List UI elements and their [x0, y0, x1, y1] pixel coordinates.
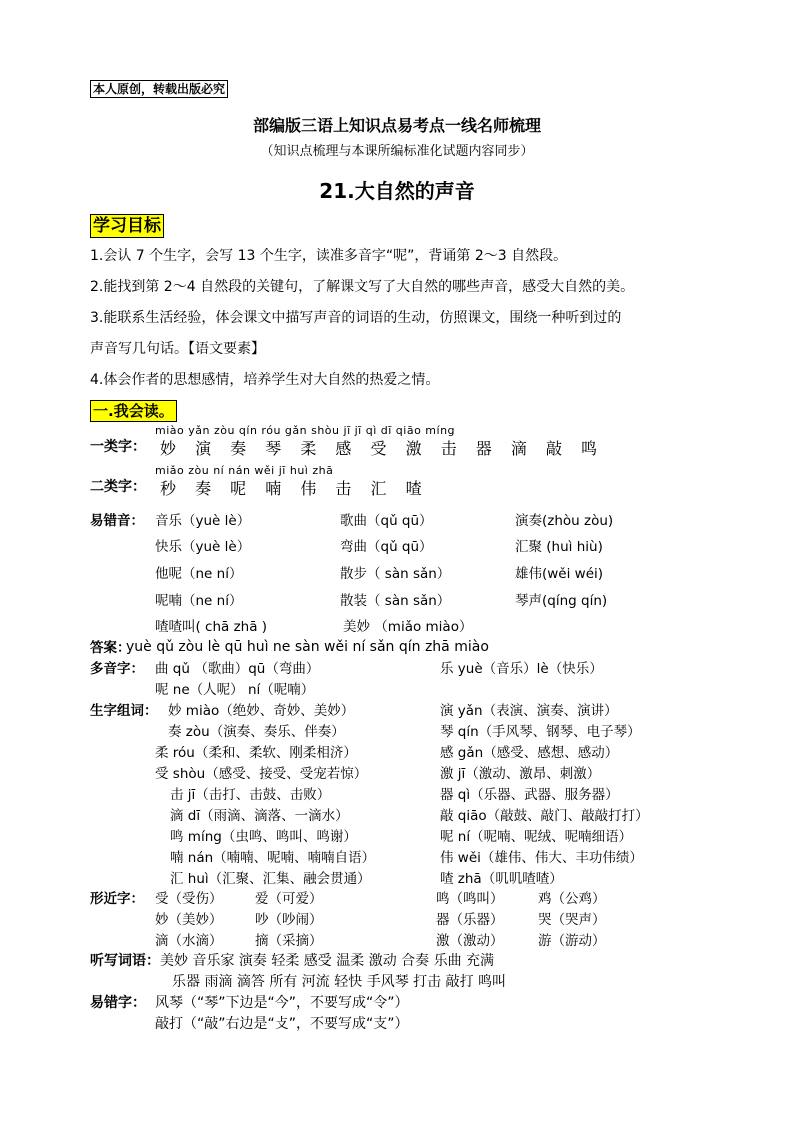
similar-char-item: 滴（水滴） [155, 933, 223, 949]
objective-item: 4.体会作者的思想感情，培养学生对大自然的热爱之情。 [90, 372, 440, 388]
word-group-item: 汇 huì（汇聚、汇集、融会贯通） [170, 871, 371, 887]
error-prone-item: 音乐（yuè lè） [155, 513, 251, 529]
typo-char-row: 敲打（“敲”右边是“攴”，不要写成“支”） [155, 1016, 409, 1032]
error-prone-item: 散装（ sàn sǎn） [340, 593, 451, 609]
error-prone-item: 歌曲（qǔ qū） [340, 513, 433, 529]
word-group-item: 柔 róu（柔和、柔软、刚柔相济） [155, 745, 357, 761]
objective-item: 1.会认 7 个生字，会写 13 个生字，读准多音字“呢”，背诵第 2～3 自然段。 [90, 248, 568, 264]
dictation-row: 乐器 雨滴 滴答 所有 河流 轻快 手风琴 打击 敲打 鸣叫 [172, 974, 507, 990]
word-group-item: 演 yǎn（表演、演奏、演讲） [440, 703, 618, 719]
objective-item: 2.能找到第 2～4 自然段的关键句，了解课文写了大自然的哪些声音，感受大自然的美。 [90, 279, 635, 295]
word-group-item: 喃 nán（喃喃、呢喃、喃喃自语） [170, 850, 376, 866]
error-prone-label: 易错音： [90, 513, 144, 529]
word-group-item: 喳 zhā（叽叽喳喳） [440, 871, 563, 887]
error-prone-item: 演奏(zhòu zòu) [515, 513, 614, 529]
polyphone-item: 曲 qǔ （歌曲）qū（弯曲） [155, 661, 320, 677]
word-group-item: 琴 qín（手风琴、钢琴、电子琴） [440, 724, 641, 740]
class1-pinyin: miào yǎn zòu qín róu gǎn shòu jī jī qì dī qiāo míng [155, 424, 456, 437]
word-group-item: 受 shòu（感受、接受、受宠若惊） [155, 766, 368, 782]
similar-char-item: 游（游动） [538, 933, 606, 949]
error-prone-item: 快乐（yuè lè） [155, 539, 251, 555]
word-group-item: 呢 ní（呢喃、呢绒、呢喃细语） [440, 829, 633, 845]
class1-label: 一类字： [90, 439, 146, 455]
word-group-item: 鸣 míng（虫鸣、鸣叫、鸣谢） [170, 829, 357, 845]
error-prone-item: 弯曲（qǔ qū） [340, 539, 433, 555]
copyright-notice: 本人原创，转载出版必究 [90, 80, 228, 98]
similar-char-item: 哭（哭声） [538, 912, 606, 928]
similar-char-item: 激（激动） [436, 933, 504, 949]
word-group-item: 伟 wěi（雄伟、伟大、丰功伟绩） [440, 850, 643, 866]
polyphones-label: 多音字： [90, 661, 144, 677]
class2-chars: 秒 奏 呢 喃 伟 击 汇 喳 [160, 479, 429, 498]
polyphone-item: 呢 ne（人呢） ní（呢喃） [155, 682, 315, 698]
word-groups-label: 生字组词： [90, 703, 158, 719]
error-prone-item: 琴声(qíng qín) [515, 593, 608, 609]
word-group-item: 器 qì（乐器、武器、服务器） [440, 787, 619, 803]
error-prone-item: 汇聚 (huì hiù) [515, 539, 603, 555]
similar-char-item: 受（受伤） [155, 891, 223, 907]
error-prone-item: 喳喳叫( chā zhā ) [155, 619, 268, 635]
document-subtitle: （知识点梳理与本课所编标准化试题内容同步） [260, 144, 534, 159]
similar-chars-label: 形近字： [90, 891, 144, 907]
word-group-item: 敲 qiāo（敲鼓、敲门、敲敲打打） [440, 808, 649, 824]
similar-char-item: 摘（采摘） [255, 933, 323, 949]
class2-pinyin: miǎo zòu ní nán wěi jī huì zhā [155, 464, 334, 477]
word-group-item: 妙 miào（绝妙、奇妙、美妙） [168, 703, 355, 719]
word-group-item: 奏 zòu（演奏、奏乐、伴奏） [168, 724, 345, 740]
similar-char-item: 鸡（公鸡） [538, 891, 606, 907]
class2-label: 二类字： [90, 479, 146, 495]
similar-char-item: 妙（美妙） [155, 912, 223, 928]
word-group-item: 激 jī（激动、激昂、刺激） [440, 766, 601, 782]
document-title: 部编版三语上知识点易考点一线名师梳理 [252, 116, 541, 135]
word-group-item: 击 jī（击打、击鼓、击败） [170, 787, 331, 803]
polyphone-item: 乐 yuè（音乐）lè（快乐） [440, 661, 603, 677]
answer-label: 答案： [90, 640, 131, 656]
answer-text: yuè qǔ zòu lè qū huì ne sàn wěi ní sǎn qín zhā miào [126, 639, 489, 655]
word-group-item: 感 gǎn（感受、感想、感动） [440, 745, 619, 761]
objective-item: 声音写几句话。【语文要素】 [90, 341, 265, 357]
similar-char-item: 器（乐器） [436, 912, 504, 928]
similar-char-item: 吵（吵闹） [255, 912, 323, 928]
section1-heading: 一.我会读。 [90, 400, 177, 422]
dictation-row: 美妙 音乐家 演奏 轻柔 感受 温柔 激动 合奏 乐曲 充满 [160, 953, 495, 969]
dictation-label: 听写词语： [90, 953, 160, 969]
error-prone-item: 美妙 （miǎo miào） [343, 619, 473, 635]
error-prone-item: 散步（ sàn sǎn） [340, 566, 451, 582]
word-group-item: 滴 dī（雨滴、滴落、一滴水） [170, 808, 349, 824]
error-prone-item: 雄伟(wěi wéi) [515, 566, 604, 582]
error-prone-item: 他呢（ne ní） [155, 566, 243, 582]
error-prone-item: 呢喃（ne ní） [155, 593, 243, 609]
class1-chars: 妙 演 奏 琴 柔 感 受 激 击 器 滴 敲 鸣 [160, 439, 605, 458]
similar-char-item: 鸣（鸣叫） [436, 891, 504, 907]
typo-char-row: 风琴（“琴”下边是“今”，不要写成“令”） [155, 995, 409, 1011]
similar-char-item: 爱（可爱） [255, 891, 323, 907]
lesson-title: 21.大自然的声音 [319, 179, 475, 203]
objectives-heading: 学习目标 [90, 214, 164, 238]
typo-chars-label: 易错字： [90, 995, 146, 1011]
objective-item: 3.能联系生活经验，体会课文中描写声音的词语的生动，仿照课文，围绕一种听到过的 [90, 310, 622, 326]
